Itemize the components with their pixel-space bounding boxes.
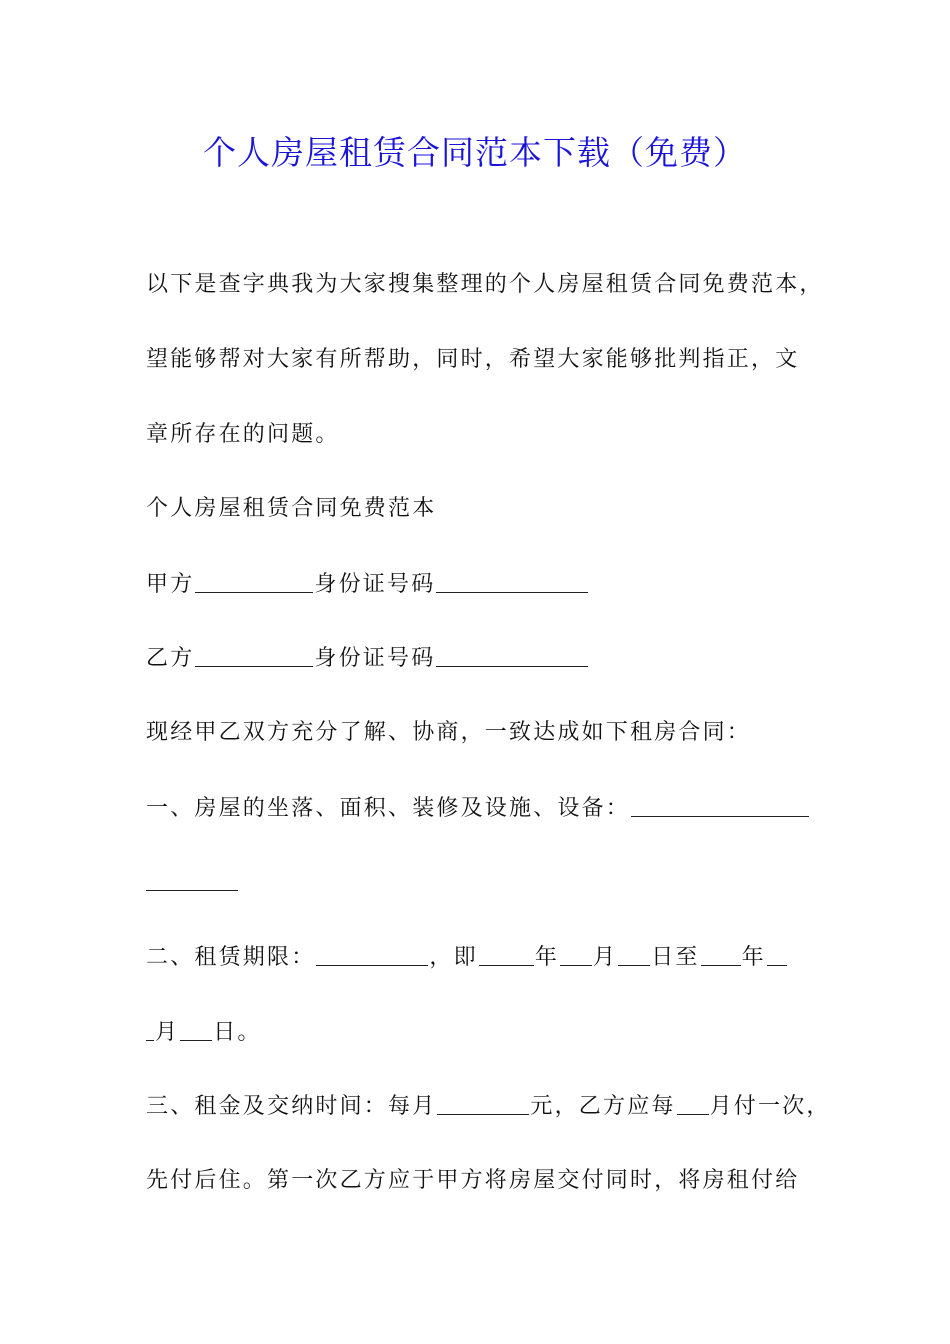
party-b-row xyxy=(146,640,589,676)
clause-3-pay: 月付一次， xyxy=(709,1094,831,1119)
clause-1-blank-continued[interactable] xyxy=(146,864,238,891)
intro-line-3: 章所存在的问题。 xyxy=(146,422,340,447)
clause-1-blank[interactable] xyxy=(631,790,809,817)
clause-1-continuation xyxy=(146,864,239,900)
party-a-id-label: 身份证号码 xyxy=(314,572,436,597)
clause-2-day-to: 日至 xyxy=(651,945,700,970)
party-a-id-blank[interactable] xyxy=(436,566,588,593)
intro-line-2: 望能够帮对大家有所帮助，同时，希望大家能够批判指正，文 xyxy=(146,347,800,372)
clause-2-continuation xyxy=(146,1014,262,1050)
start-day-blank[interactable] xyxy=(618,939,650,966)
payment-interval-blank[interactable] xyxy=(677,1088,709,1115)
monthly-rent-blank[interactable] xyxy=(437,1088,529,1115)
clause-2-month-2: 月 xyxy=(155,1020,180,1045)
clause-2-day-end: 日。 xyxy=(213,1020,262,1045)
end-year-blank[interactable] xyxy=(701,939,741,966)
party-b-label: 乙方 xyxy=(146,646,195,671)
clause-2-year-2: 年 xyxy=(741,945,766,970)
end-day-blank[interactable] xyxy=(180,1014,212,1041)
contract-subtitle: 个人房屋租赁合同免费范本 xyxy=(146,496,437,521)
clause-3-yuan: 元，乙方应每 xyxy=(530,1094,676,1119)
party-a-name-blank[interactable] xyxy=(195,566,313,593)
party-b-id-label: 身份证号码 xyxy=(314,646,436,671)
document-title: 个人房屋租赁合同范本下载（免费） xyxy=(203,133,747,172)
party-a-label: 甲方 xyxy=(146,572,195,597)
clause-3-prefix: 三、租金及交纳时间：每月 xyxy=(146,1094,437,1119)
lease-term-blank[interactable] xyxy=(316,939,428,966)
clause-1-text: 一、房屋的坐落、面积、装修及设施、设备： xyxy=(146,796,631,821)
clause-3-row xyxy=(146,1088,831,1124)
end-month-blank-continued[interactable] xyxy=(146,1014,154,1041)
agreement-statement: 现经甲乙双方充分了解、协商，一致达成如下租房合同： xyxy=(146,720,752,745)
clause-2-comma: ，即 xyxy=(429,945,478,970)
clause-2-month: 月 xyxy=(593,945,618,970)
party-b-name-blank[interactable] xyxy=(195,640,313,667)
party-b-id-blank[interactable] xyxy=(436,640,588,667)
clause-3-line-2: 先付后住。第一次乙方应于甲方将房屋交付同时，将房租付给 xyxy=(146,1168,800,1193)
end-month-blank[interactable] xyxy=(767,939,787,966)
clause-2-prefix: 二、租赁期限： xyxy=(146,945,316,970)
clause-2-year: 年 xyxy=(534,945,560,970)
clause-2-row xyxy=(146,939,788,975)
clause-1-row xyxy=(146,790,810,826)
intro-line-1: 以下是查字典我为大家搜集整理的个人房屋租赁合同免费范本， xyxy=(146,272,824,297)
party-a-row xyxy=(146,566,589,602)
start-year-blank[interactable] xyxy=(479,939,534,966)
start-month-blank[interactable] xyxy=(560,939,592,966)
